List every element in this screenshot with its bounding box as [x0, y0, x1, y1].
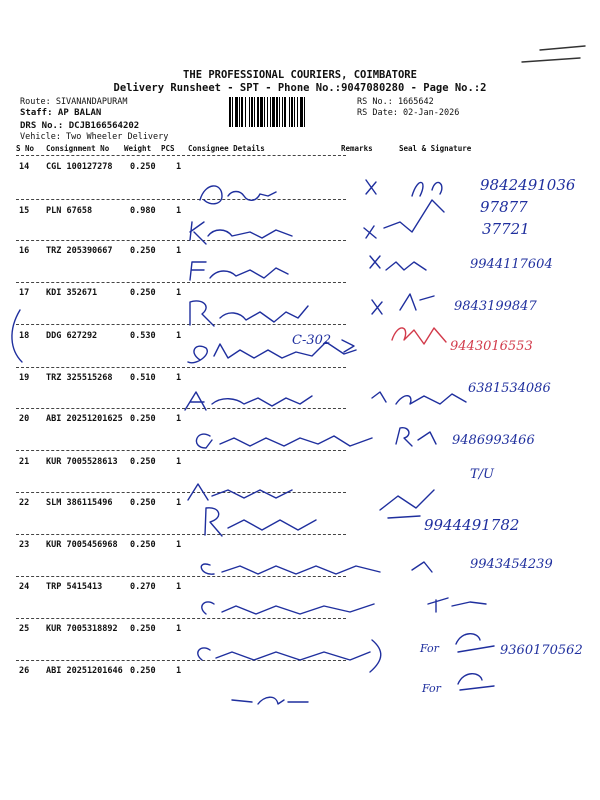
- consignment-number: KDI 352671: [46, 288, 98, 298]
- brace-mark: [370, 640, 381, 672]
- serial-number: 25: [19, 624, 30, 634]
- consignment-number: ABI 20251201646: [46, 666, 123, 676]
- signature-stroke: [428, 598, 486, 612]
- runsheet-subtitle: Delivery Runsheet - SPT - Phone No.:9047080280 - Page No.:2: [113, 82, 487, 94]
- handwritten-numbers: [292, 176, 583, 695]
- pieces-count: 1: [176, 498, 182, 508]
- company-title: THE PROFESSIONAL COURIERS, COIMBATORE: [183, 69, 417, 81]
- serial-number: 17: [19, 288, 30, 298]
- consignment-number: CGL 100127278: [46, 162, 113, 172]
- serial-number: 23: [19, 540, 30, 550]
- weight-value: 0.250: [130, 666, 156, 676]
- consignment-number: TRZ 325515268: [46, 373, 113, 383]
- consignment-number: KUR 7005528613: [46, 457, 118, 467]
- col-remarks: Remarks: [341, 144, 373, 153]
- col-weight: Weight: [124, 144, 152, 153]
- signature-stroke: [201, 564, 380, 574]
- pieces-count: 1: [176, 540, 182, 550]
- pieces-count: 1: [176, 457, 182, 467]
- pieces-count: 1: [176, 331, 182, 341]
- phone-note: 9944491782: [424, 516, 520, 534]
- red-signature: [392, 328, 446, 344]
- weight-value: 0.250: [130, 288, 156, 298]
- weight-value: 0.250: [130, 457, 156, 467]
- serial-number: 16: [19, 246, 30, 256]
- for-note: For: [422, 682, 441, 695]
- drs-number: DRS No.: DCJB166564202: [20, 121, 140, 131]
- signature-stroke: [190, 262, 288, 280]
- weight-value: 0.530: [130, 331, 156, 341]
- signature-stroke: [396, 394, 466, 404]
- signature-stroke: [232, 697, 308, 704]
- serial-number: 22: [19, 498, 30, 508]
- col-consignee: Consignee Details: [188, 144, 265, 153]
- tick-mark: [364, 200, 444, 238]
- phone-note: 9360170562: [500, 643, 583, 658]
- weight-value: 0.250: [130, 414, 156, 424]
- rs-date: RS Date: 02-Jan-2026: [357, 108, 460, 118]
- consignment-number: TRP 5415413: [46, 582, 103, 592]
- signature-stroke: [190, 301, 308, 326]
- weight-value: 0.980: [130, 206, 156, 216]
- signature-stroke: [188, 484, 292, 500]
- serial-number: 19: [19, 373, 30, 383]
- signature-stroke: [456, 634, 494, 652]
- unit-note: C-302: [292, 333, 332, 348]
- weight-value: 0.250: [130, 624, 156, 634]
- pieces-count: 1: [176, 414, 182, 424]
- consignment-number: KUR 7005456968: [46, 540, 118, 550]
- phone-note-red: 9443016553: [450, 339, 533, 354]
- serial-number: 20: [19, 414, 30, 424]
- pieces-count: 1: [176, 288, 182, 298]
- phone-note: 9486993466: [452, 433, 535, 448]
- phone-note: 9943454239: [470, 557, 553, 572]
- weight-value: 0.250: [130, 540, 156, 550]
- weight-value: 0.250: [130, 162, 156, 172]
- signature-stroke: [196, 434, 372, 448]
- signature-stroke: [198, 648, 370, 660]
- handwritten-note: T/U: [470, 467, 495, 482]
- consignment-number: PLN 67658: [46, 206, 93, 216]
- signature-stroke: [202, 602, 374, 614]
- vehicle-label: Vehicle: Two Wheeler Delivery: [20, 132, 169, 142]
- rs-number: RS No.: 1665642: [357, 97, 434, 107]
- serial-number: 24: [19, 582, 30, 592]
- weight-value: 0.250: [130, 246, 156, 256]
- signature-stroke: [380, 490, 434, 518]
- consignee-signatures: [185, 186, 380, 704]
- signature-stroke: [412, 562, 432, 572]
- serial-number: 14: [19, 162, 30, 172]
- col-consignment: Consignment No: [46, 144, 110, 153]
- serial-number: 21: [19, 457, 30, 467]
- pieces-count: 1: [176, 666, 182, 676]
- pieces-count: 1: [176, 582, 182, 592]
- serial-number: 18: [19, 331, 30, 341]
- signature-stroke: [412, 182, 442, 196]
- col-seal: Seal & Signature: [399, 144, 472, 153]
- weight-value: 0.510: [130, 373, 156, 383]
- consignment-number: TRZ 205390667: [46, 246, 113, 256]
- signature-stroke: [458, 674, 494, 690]
- pieces-count: 1: [176, 162, 182, 172]
- weight-value: 0.270: [130, 582, 156, 592]
- pieces-count: 1: [176, 246, 182, 256]
- consignment-number: KUR 7005318892: [46, 624, 118, 634]
- phone-note: 97877: [480, 198, 528, 216]
- pieces-count: 1: [176, 624, 182, 634]
- phone-note: 9842491036: [480, 176, 576, 194]
- signature-stroke: [200, 186, 276, 204]
- corner-scribble: [522, 46, 585, 62]
- consignment-number: ABI 20251201625: [46, 414, 123, 424]
- signature-stroke: [185, 392, 312, 410]
- tick-mark: [372, 300, 382, 314]
- phone-note: 37721: [482, 220, 530, 238]
- phone-note: 6381534086: [468, 381, 551, 396]
- phone-note: 9944117604: [470, 257, 553, 272]
- signature-stroke: [205, 508, 316, 536]
- col-sno: S No: [16, 144, 35, 153]
- bracket-mark: [12, 310, 22, 362]
- col-pcs: PCS: [161, 144, 175, 153]
- route-label: Route: SIVANANDAPURAM: [20, 97, 128, 107]
- signature-stroke: [400, 294, 434, 310]
- signature-stroke: [190, 222, 292, 244]
- consignment-number: SLM 386115496: [46, 498, 113, 508]
- signature-stroke: [396, 428, 436, 446]
- tick-mark: [372, 392, 386, 402]
- tick-mark: [366, 180, 376, 194]
- staff-label: Staff: AP BALAN: [20, 108, 102, 118]
- weight-value: 0.250: [130, 498, 156, 508]
- phone-note: 9843199847: [454, 299, 537, 314]
- consignment-number: DDG 627292: [46, 331, 98, 341]
- signature-stroke: [386, 262, 426, 270]
- red-signature-stroke: [392, 328, 446, 344]
- tick-mark: [370, 256, 380, 268]
- serial-number: 15: [19, 206, 30, 216]
- pieces-count: 1: [176, 206, 182, 216]
- serial-number: 26: [19, 666, 30, 676]
- pieces-count: 1: [176, 373, 182, 383]
- for-note: For: [420, 642, 439, 655]
- arrow-mark: [342, 340, 354, 352]
